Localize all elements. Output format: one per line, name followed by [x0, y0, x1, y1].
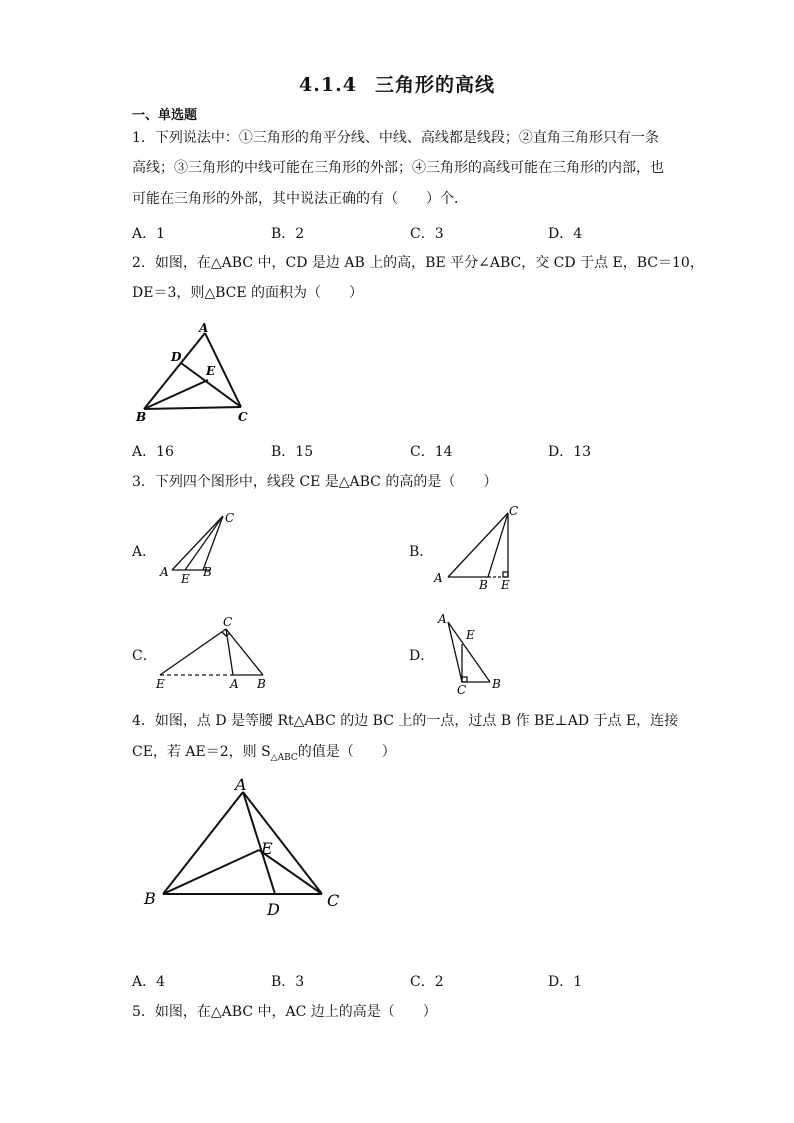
q1-line-1: 1．下列说法中：①三角形的角平分线、中线、高线都是线段；②直角三角形只有一条 [132, 130, 659, 146]
q2-option-c[interactable]: C．14 [410, 444, 453, 460]
q3a-label-c: C [225, 511, 235, 525]
q1-line-2: 高线；③三角形的中线可能在三角形的外部；④三角形的高线可能在三角形的内部，也 [132, 160, 664, 176]
q4-option-d[interactable]: D．1 [548, 974, 583, 990]
q4-line-2-start: CE，若 AE＝2，则 S [132, 744, 271, 760]
q5-line-1: 5．如图，在△ABC 中，AC 边上的高是（ ） [132, 1004, 437, 1020]
q2-label-d: D [171, 350, 182, 364]
q3-figure-d [428, 605, 518, 697]
q3-choice-c[interactable]: C． [132, 648, 157, 664]
q3a-label-b: B [203, 565, 212, 579]
q3-figure-a [155, 508, 245, 588]
q1-options [132, 223, 692, 243]
q2-line-1: 2．如图，在△ABC 中，CD 是边 AB 上的高，BE 平分∠ABC，交 CD 于点 E，BC＝10， [132, 255, 704, 271]
q4-options [132, 971, 692, 991]
q1-line-3: 可能在三角形的外部，其中说法正确的有（ ）个． [132, 191, 468, 207]
q1-option-a[interactable]: A．1 [132, 226, 166, 242]
q4-label-e: E [261, 839, 273, 858]
q2-option-b[interactable]: B．15 [271, 444, 314, 460]
q4-line-1: 4．如图，点 D 是等腰 Rt△ABC 的边 BC 上的一点，过点 B 作 BE⊥AD 于点 E，连接 [132, 713, 679, 729]
q3-choice-d[interactable]: D． [409, 648, 435, 664]
section-heading: 一、单选题 [132, 108, 198, 123]
q4-label-b: B [144, 889, 156, 908]
q4-option-b[interactable]: B．3 [271, 974, 305, 990]
q1-option-b[interactable]: B．2 [271, 226, 305, 242]
q3-figure-b [430, 500, 530, 595]
q2-label-b: B [136, 410, 147, 424]
q2-option-a[interactable]: A．16 [132, 444, 174, 460]
q3-line-1: 3．下列四个图形中，线段 CE 是△ABC 的高的是（ ） [132, 474, 498, 490]
q4-option-c[interactable]: C．2 [410, 974, 444, 990]
q2-options [132, 441, 692, 461]
q4-subscript: △ABC [270, 752, 298, 763]
title-number: 4.1.4 [299, 74, 357, 96]
q4-line-2 [132, 742, 396, 768]
q4-line-2-end: 的值是（ ） [297, 744, 396, 760]
q2-label-c: C [238, 410, 248, 424]
q2-label-a: A [199, 321, 209, 335]
q4-label-d: D [267, 900, 280, 919]
q3d-label-a: A [438, 612, 447, 626]
q3d-label-c: C [457, 683, 467, 697]
q3d-label-e: E [466, 628, 475, 642]
q1-option-d[interactable]: D．4 [548, 226, 583, 242]
q4-label-a: A [235, 775, 247, 794]
q4-side-ab [163, 792, 243, 894]
q3-figure-c [150, 612, 280, 694]
q3d-label-b: B [492, 677, 501, 691]
q3b-label-a: A [434, 571, 443, 585]
q4-option-a[interactable]: A．4 [132, 974, 166, 990]
q3c-label-c: C [223, 615, 233, 629]
q3b-label-b: B [479, 578, 488, 592]
q4-segment-be [163, 850, 259, 894]
q4-label-c: C [327, 891, 340, 910]
q3a-label-e: E [181, 572, 190, 586]
q2-figure [130, 318, 290, 428]
q2-option-d[interactable]: D．13 [548, 444, 592, 460]
title-text: 三角形的高线 [374, 74, 495, 96]
q2-line-2: DE＝3，则△BCE 的面积为（ ） [132, 285, 364, 301]
q3-choice-b[interactable]: B． [409, 544, 434, 560]
q3b-label-c: C [509, 504, 519, 518]
page-title [0, 70, 794, 97]
q2-segment-be [144, 380, 208, 409]
q3c-label-a: A [230, 677, 239, 691]
q3c-label-e: E [156, 677, 165, 691]
q2-side-bc [144, 407, 241, 409]
q3-choice-a[interactable]: A． [132, 544, 157, 560]
q4-side-ac [243, 792, 322, 894]
q1-option-c[interactable]: C．3 [410, 226, 444, 242]
q3b-label-e: E [501, 578, 510, 592]
q2-label-e: E [206, 364, 216, 378]
q3a-label-a: A [160, 565, 169, 579]
q3c-label-b: B [257, 677, 266, 691]
q4-figure [140, 772, 350, 922]
q2-side-ab [144, 333, 205, 409]
